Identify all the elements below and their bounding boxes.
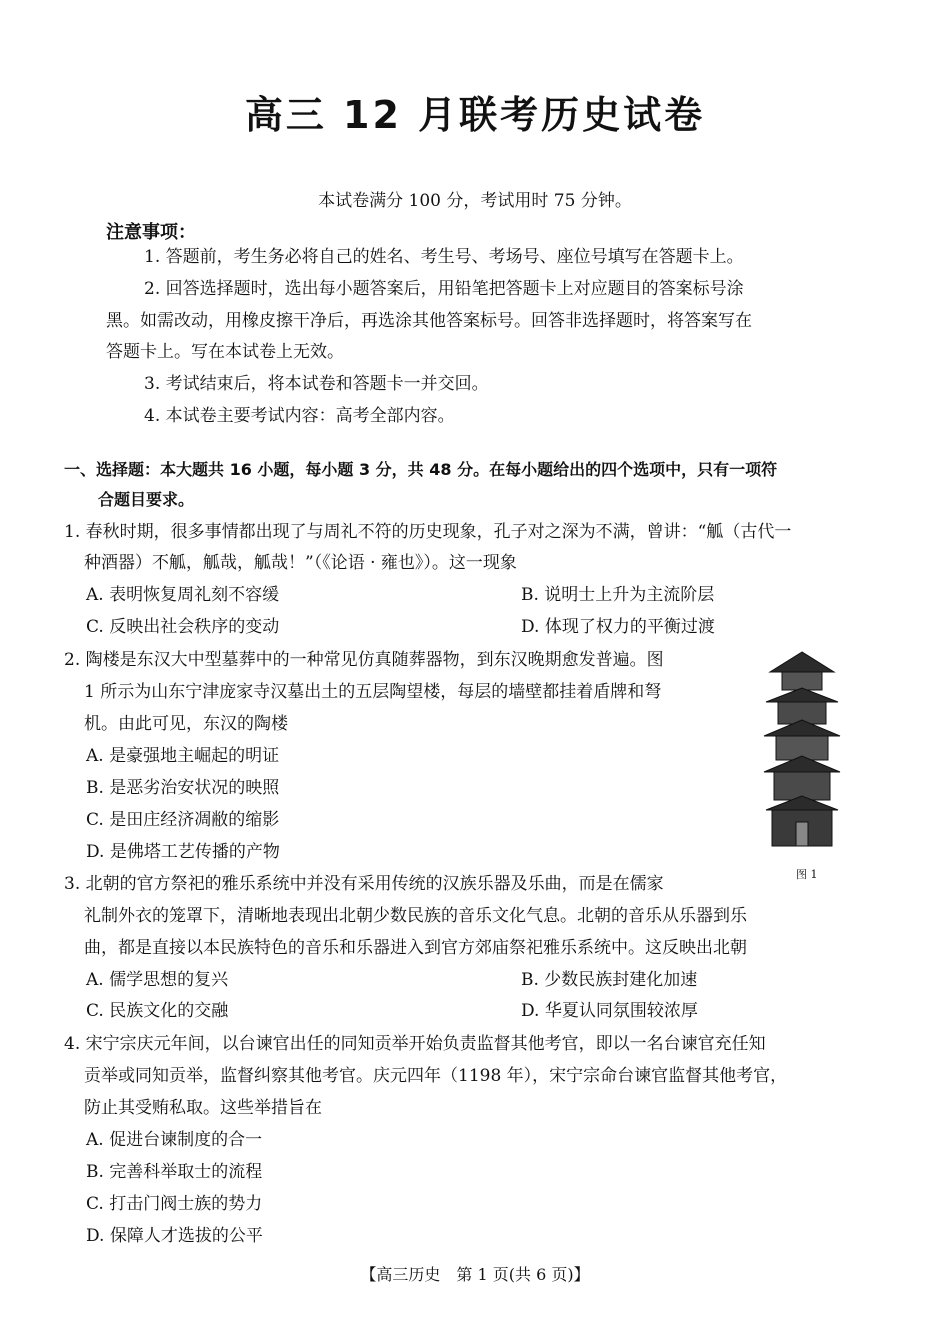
section-heading-cont: 合题目要求。 bbox=[98, 490, 195, 509]
question-4-option-c: C. 打击门阀士族的势力 bbox=[86, 1194, 263, 1214]
question-4-stem: 贡举或同知贡举，监督纠察其他考官。庆元四年（1198 年），宋宁宗命台谏官监督其他考官， bbox=[84, 1066, 788, 1086]
notice-line: 2. 回答选择题时，选出每小题答案后，用铅笔把答题卡上对应题目的答案标号涂 bbox=[144, 279, 744, 299]
question-4-option-d: D. 保障人才选拔的公平 bbox=[86, 1226, 263, 1246]
notice-line: 答题卡上。写在本试卷上无效。 bbox=[106, 342, 344, 362]
section-heading: 一、选择题：本大题共 16 小题，每小题 3 分，共 48 分。在每小题给出的四个选项中，只有一项符 bbox=[64, 460, 778, 479]
question-1-option-d: D. 体现了权力的平衡过渡 bbox=[521, 617, 715, 637]
question-3-option-a: A. 儒学思想的复兴 bbox=[86, 970, 229, 990]
pottery-tower-figure bbox=[762, 650, 842, 850]
question-4-option-b: B. 完善科举取士的流程 bbox=[86, 1162, 263, 1182]
question-4-option-a: A. 促进台谏制度的合一 bbox=[86, 1130, 263, 1150]
question-3-stem: 礼制外衣的笼罩下，清晰地表现出北朝少数民族的音乐文化气息。北朝的音乐从乐器到乐 bbox=[84, 906, 747, 926]
page-footer: 【高三历史 第 1 页(共 6 页)】 bbox=[360, 1265, 590, 1284]
notice-line: 1. 答题前，考生务必将自己的姓名、考生号、考场号、座位号填写在答题卡上。 bbox=[144, 247, 744, 267]
question-2-stem: 2. 陶楼是东汉大中型墓葬中的一种常见仿真随葬器物，到东汉晚期愈发普遍。图 bbox=[64, 650, 664, 670]
question-3-option-b: B. 少数民族封建化加速 bbox=[521, 970, 698, 990]
question-1-option-b: B. 说明士上升为主流阶层 bbox=[521, 585, 715, 605]
page-title: 高三 12 月联考历史试卷 bbox=[244, 93, 706, 137]
question-1-stem: 种酒器）不觚，觚哉，觚哉！”（《论语 · 雍也》）。这一现象 bbox=[84, 553, 517, 573]
question-2-option-c: C. 是田庄经济凋敝的缩影 bbox=[86, 810, 280, 830]
notice-heading: 注意事项： bbox=[106, 222, 196, 243]
question-3-option-c: C. 民族文化的交融 bbox=[86, 1001, 229, 1021]
question-2-option-d: D. 是佛塔工艺传播的产物 bbox=[86, 842, 280, 862]
question-2-stem: 机。由此可见，东汉的陶楼 bbox=[84, 714, 288, 734]
question-2-option-a: A. 是豪强地主崛起的明证 bbox=[86, 746, 280, 766]
notice-line: 黑。如需改动，用橡皮擦干净后，再选涂其他答案标号。回答非选择题时，将答案写在 bbox=[106, 311, 752, 331]
question-3-option-d: D. 华夏认同氛围较浓厚 bbox=[521, 1001, 698, 1021]
question-1-stem: 1. 春秋时期，很多事情都出现了与周礼不符的历史现象，孔子对之深为不满，曾讲：“觚（古代一 bbox=[64, 522, 792, 542]
notice-line: 4. 本试卷主要考试内容：高考全部内容。 bbox=[144, 406, 455, 426]
notice-line: 3. 考试结束后，将本试卷和答题卡一并交回。 bbox=[144, 374, 489, 394]
question-4-stem: 防止其受贿私取。这些举措旨在 bbox=[84, 1098, 322, 1118]
exam-info: 本试卷满分 100 分，考试用时 75 分钟。 bbox=[318, 191, 632, 211]
question-1-option-c: C. 反映出社会秩序的变动 bbox=[86, 617, 280, 637]
question-1-option-a: A. 表明恢复周礼刻不容缓 bbox=[86, 585, 280, 605]
question-4-stem: 4. 宋宁宗庆元年间，以台谏官出任的同知贡举开始负责监督其他考官，即以一名台谏官充任知 bbox=[64, 1034, 766, 1054]
question-2-stem: 1 所示为山东宁津庞家寺汉墓出土的五层陶望楼，每层的墙壁都挂着盾牌和弩 bbox=[84, 682, 662, 702]
question-3-stem: 3. 北朝的官方祭祀的雅乐系统中并没有采用传统的汉族乐器及乐曲，而是在儒家 bbox=[64, 874, 664, 894]
question-3-stem: 曲，都是直接以本民族特色的音乐和乐器进入到官方郊庙祭祀雅乐系统中。这反映出北朝 bbox=[84, 938, 747, 958]
figure-caption: 图 1 bbox=[796, 868, 818, 881]
question-2-option-b: B. 是恶劣治安状况的映照 bbox=[86, 778, 280, 798]
